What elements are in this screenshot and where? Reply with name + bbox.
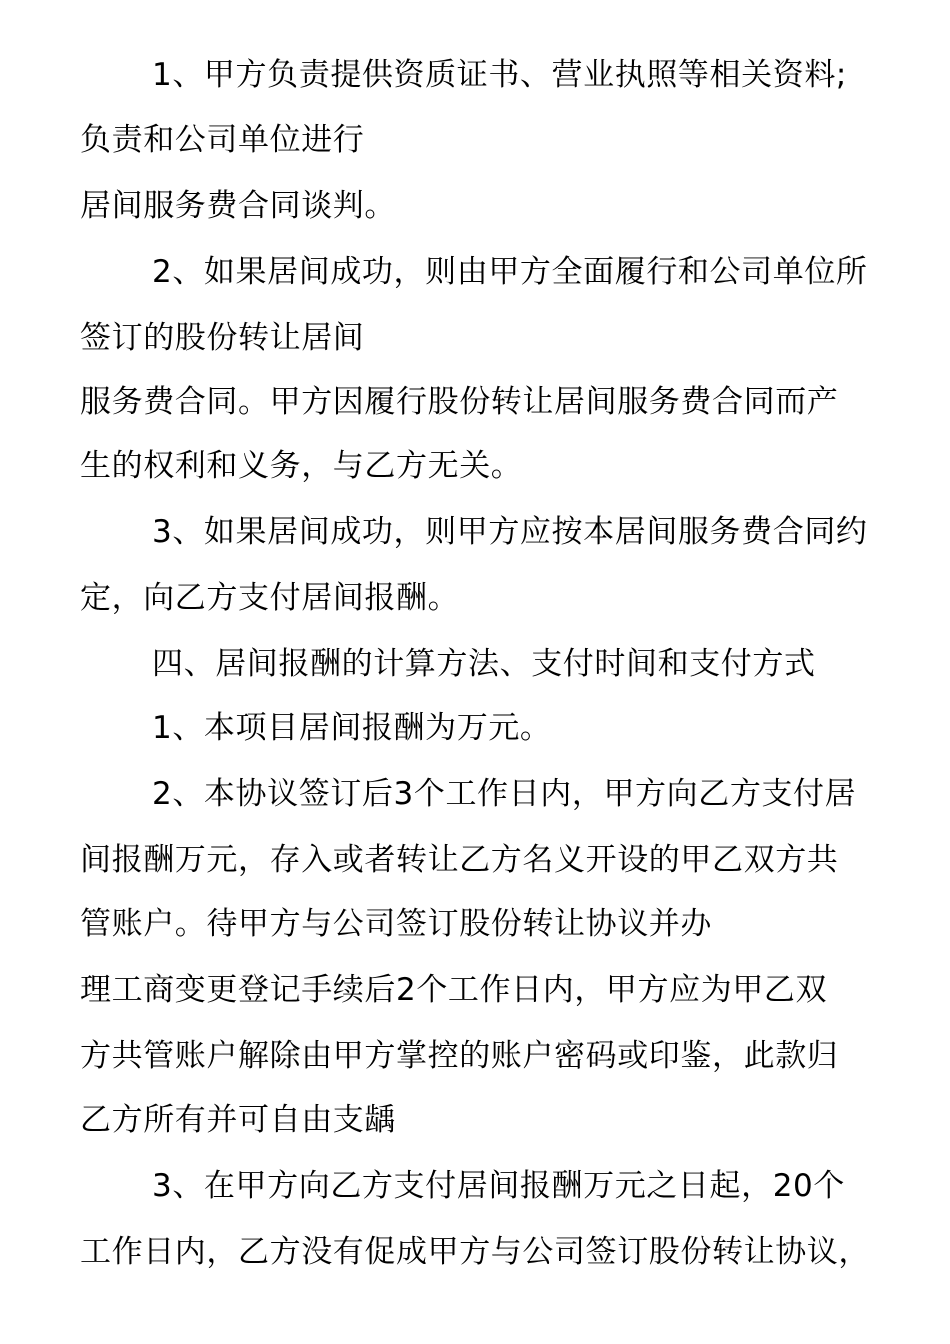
section-heading: 四、居间报酬的计算方法、支付时间和支付方式	[152, 646, 816, 682]
payment-clause-3-line-1: 3、在甲方向乙方支付居间报酬万元之日起，20个	[152, 1168, 845, 1204]
payment-clause-1: 1、本项目居间报酬为万元。	[152, 710, 552, 746]
payment-clause-2-line-6: 乙方所有并可自由支龋	[80, 1102, 396, 1138]
clause-2-line-1: 2、如果居间成功，则由甲方全面履行和公司单位所	[152, 254, 868, 290]
payment-clause-2-line-3: 管账户。待甲方与公司签订股份转让协议并办	[80, 906, 712, 942]
clause-2-line-4: 生的权利和义务，与乙方无关。	[80, 448, 523, 484]
clause-2-line-2: 签订的股份转让居间	[80, 320, 365, 356]
clause-1-line-1: 1、甲方负责提供资质证书、营业执照等相关资料;	[152, 57, 847, 93]
clause-1-line-2: 负责和公司单位进行	[80, 122, 365, 158]
clause-3-line-1: 3、如果居间成功，则甲方应按本居间服务费合同约	[152, 514, 868, 550]
payment-clause-2-line-1: 2、本协议签订后3个工作日内，甲方向乙方支付居	[152, 776, 857, 812]
clause-3-line-2: 定，向乙方支付居间报酬。	[80, 580, 460, 616]
payment-clause-3-line-2: 工作日内，乙方没有促成甲方与公司签订股份转让协议，	[80, 1234, 870, 1270]
payment-clause-2-line-4: 理工商变更登记手续后2个工作日内，甲方应为甲乙双	[80, 972, 828, 1008]
payment-clause-2-line-2: 间报酬万元，存入或者转让乙方名义开设的甲乙双方共	[80, 842, 839, 878]
clause-1-line-3: 居间服务费合同谈判。	[80, 188, 396, 224]
clause-2-line-3: 服务费合同。甲方因履行股份转让居间服务费合同而产	[80, 384, 839, 420]
payment-clause-2-line-5: 方共管账户解除由甲方掌控的账户密码或印鉴，此款归	[80, 1038, 839, 1074]
